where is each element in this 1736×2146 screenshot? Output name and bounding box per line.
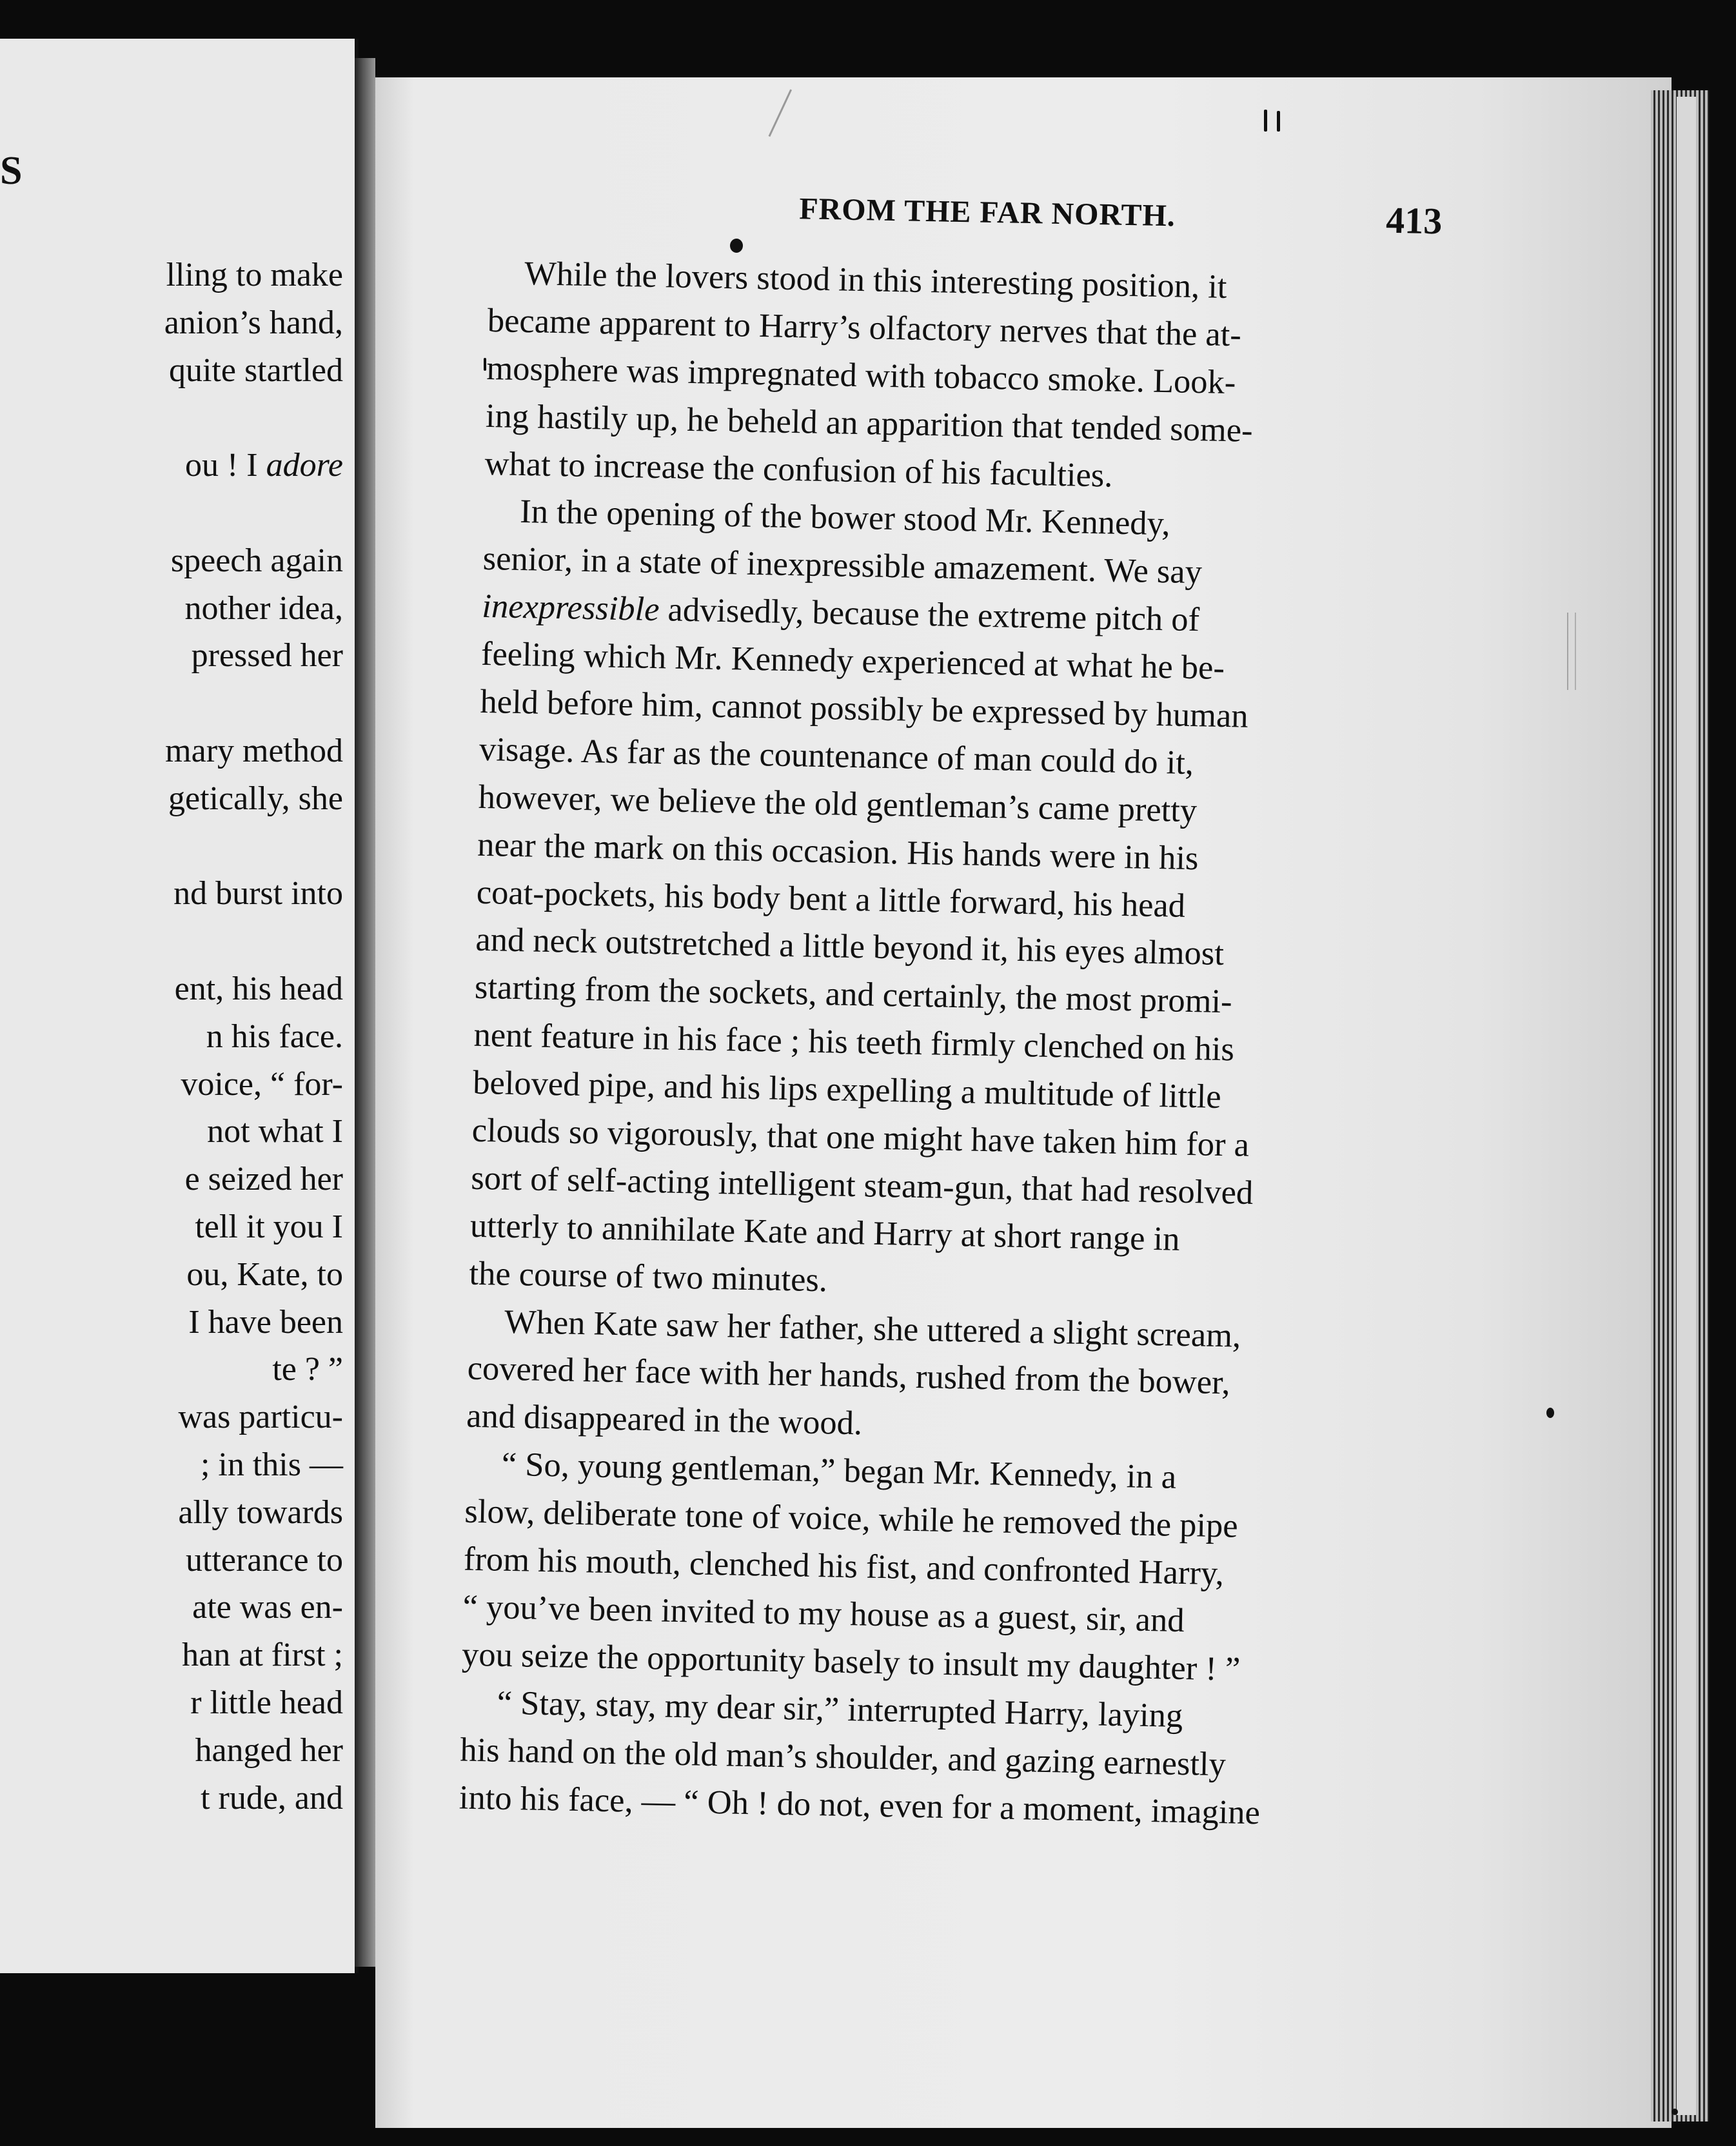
text-line: mosphere was impregnated with tobacco smoke. Look- bbox=[486, 349, 1236, 402]
left-text-line: n his face. bbox=[206, 1018, 343, 1055]
left-text-line: getically, she bbox=[168, 780, 343, 817]
left-text-line: nd burst into bbox=[173, 875, 343, 912]
text-line: became apparent to Harry’s olfactory nerves that the at- bbox=[487, 301, 1242, 354]
text-line: “ you’ve been invited to my house as a guest, sir, and bbox=[462, 1588, 1185, 1640]
left-text-line bbox=[0, 918, 343, 965]
text-line: inexpressible advisedly, because the extreme pitch of bbox=[481, 587, 1200, 639]
ink-speck bbox=[484, 358, 486, 371]
text-line: nent feature in his face ; his teeth firmly clenched on his bbox=[473, 1016, 1235, 1068]
left-text-line: r little head bbox=[190, 1684, 343, 1721]
left-text-line: ou ! I adore bbox=[184, 447, 343, 484]
left-text-line: t rude, and bbox=[201, 1779, 343, 1816]
text-line: senior, in a state of inexpressible amazement. We say bbox=[482, 540, 1203, 591]
ink-speck bbox=[1672, 2109, 1678, 2115]
left-text-line: han at first ; bbox=[182, 1637, 343, 1674]
emphasized-word: adore bbox=[266, 447, 343, 484]
left-text-line bbox=[0, 823, 343, 871]
text-line: you seize the opportunity basely to insult my daughter ! ” bbox=[461, 1635, 1241, 1688]
ink-speck bbox=[1277, 111, 1280, 132]
text-line: In the opening of the bower stood Mr. Kennedy, bbox=[519, 493, 1171, 543]
left-text-line: anion’s hand, bbox=[164, 304, 343, 341]
text-line: clouds so vigorously, that one might have taken him for a bbox=[471, 1111, 1250, 1164]
left-text-line: voice, “ for- bbox=[181, 1065, 343, 1103]
book-gutter bbox=[355, 58, 375, 1967]
left-text-line: pressed her bbox=[191, 637, 343, 674]
text-line: visage. As far as the countenance of man could do it, bbox=[478, 730, 1194, 782]
left-text-line: utterance to bbox=[186, 1541, 343, 1579]
left-text-line: not what I bbox=[207, 1113, 343, 1150]
text-line: coat-pockets, his body bent a little forward, his head bbox=[476, 873, 1186, 925]
text-line: feeling which Mr. Kennedy experienced at what he be- bbox=[480, 635, 1225, 687]
emphasized-word: inexpressible bbox=[481, 587, 660, 629]
text-line: the course of two minutes. bbox=[469, 1254, 828, 1299]
text-line: sort of self-acting intelligent steam-gun, that had resolved bbox=[470, 1159, 1254, 1212]
left-text-line: tell it you I bbox=[195, 1208, 343, 1245]
left-text-line: I have been bbox=[188, 1303, 343, 1341]
text-line: into his face, — “ Oh ! do not, even for a moment, imagine bbox=[459, 1778, 1261, 1831]
text-line: what to increase the confusion of his faculties. bbox=[484, 444, 1113, 495]
text-line: When Kate saw her father, she uttered a slight scream, bbox=[504, 1303, 1241, 1355]
text-line: slow, deliberate tone of voice, while he removed the pipe bbox=[464, 1492, 1239, 1545]
left-text-line: lling to make bbox=[166, 257, 343, 293]
running-head-title: FROM THE FAR NORTH. bbox=[798, 192, 1176, 233]
ink-speck bbox=[1546, 1408, 1554, 1418]
text-line: ing hastily up, he beheld an apparition that tended some- bbox=[485, 397, 1254, 449]
text-line: his hand on the old man’s shoulder, and gazing earnestly bbox=[459, 1731, 1227, 1783]
left-text-line: quite startled bbox=[168, 351, 343, 389]
left-running-head: S bbox=[0, 149, 23, 193]
left-text-line: speech again bbox=[170, 542, 343, 579]
left-text-line: nother idea, bbox=[184, 589, 343, 627]
text-line: starting from the sockets, and certainly, the most promi- bbox=[474, 969, 1233, 1021]
left-page bbox=[0, 39, 359, 1973]
text-line: and disappeared in the wood. bbox=[466, 1397, 863, 1442]
paper-scratch bbox=[1567, 613, 1576, 690]
body-text bbox=[459, 250, 1424, 1840]
text-line: “ So, young gentleman,” began Mr. Kennedy, in a bbox=[501, 1445, 1177, 1497]
text-line: near the mark on this occasion. His hands were in his bbox=[477, 825, 1199, 877]
page-number: 413 bbox=[1385, 199, 1443, 242]
left-text-line: hanged her bbox=[195, 1731, 343, 1769]
text-line: covered her face with her hands, rushed from the bower, bbox=[467, 1350, 1231, 1402]
left-page-text bbox=[0, 251, 343, 1822]
left-text-line: ; in this — bbox=[200, 1446, 343, 1483]
left-text-line bbox=[0, 680, 343, 727]
left-text-line: was particu- bbox=[178, 1399, 343, 1436]
left-text-line bbox=[0, 489, 343, 537]
left-text-line: e seized her bbox=[184, 1161, 343, 1198]
text-line: “ Stay, stay, my dear sir,” interrupted Harry, laying bbox=[497, 1684, 1183, 1735]
left-text-line: ent, his head bbox=[174, 970, 343, 1007]
text-line: beloved pipe, and his lips expelling a multitude of little bbox=[472, 1063, 1222, 1116]
left-text-line bbox=[0, 394, 343, 442]
left-text-line: ate was en- bbox=[192, 1589, 343, 1626]
left-text-line: ally towards bbox=[178, 1493, 343, 1531]
ink-speck bbox=[1264, 110, 1267, 132]
ink-speck bbox=[730, 239, 743, 253]
text-line: While the lovers stood in this interesting position, it bbox=[524, 255, 1228, 306]
left-text-line: te ? ” bbox=[272, 1351, 343, 1388]
text-line: however, we believe the old gentleman’s came pretty bbox=[478, 778, 1198, 830]
page-edges-highlight bbox=[1677, 97, 1696, 2115]
text-line: held before him, cannot possibly be expressed by human bbox=[480, 682, 1249, 735]
text-line: utterly to annihilate Kate and Harry at short range in bbox=[469, 1206, 1181, 1258]
left-text-line: mary method bbox=[165, 732, 343, 769]
text-line: and neck outstretched a little beyond it, his eyes almost bbox=[475, 921, 1225, 973]
left-text-line: ou, Kate, to bbox=[186, 1255, 343, 1293]
text-line: from his mouth, clenched his fist, and confronted Harry, bbox=[463, 1540, 1225, 1593]
